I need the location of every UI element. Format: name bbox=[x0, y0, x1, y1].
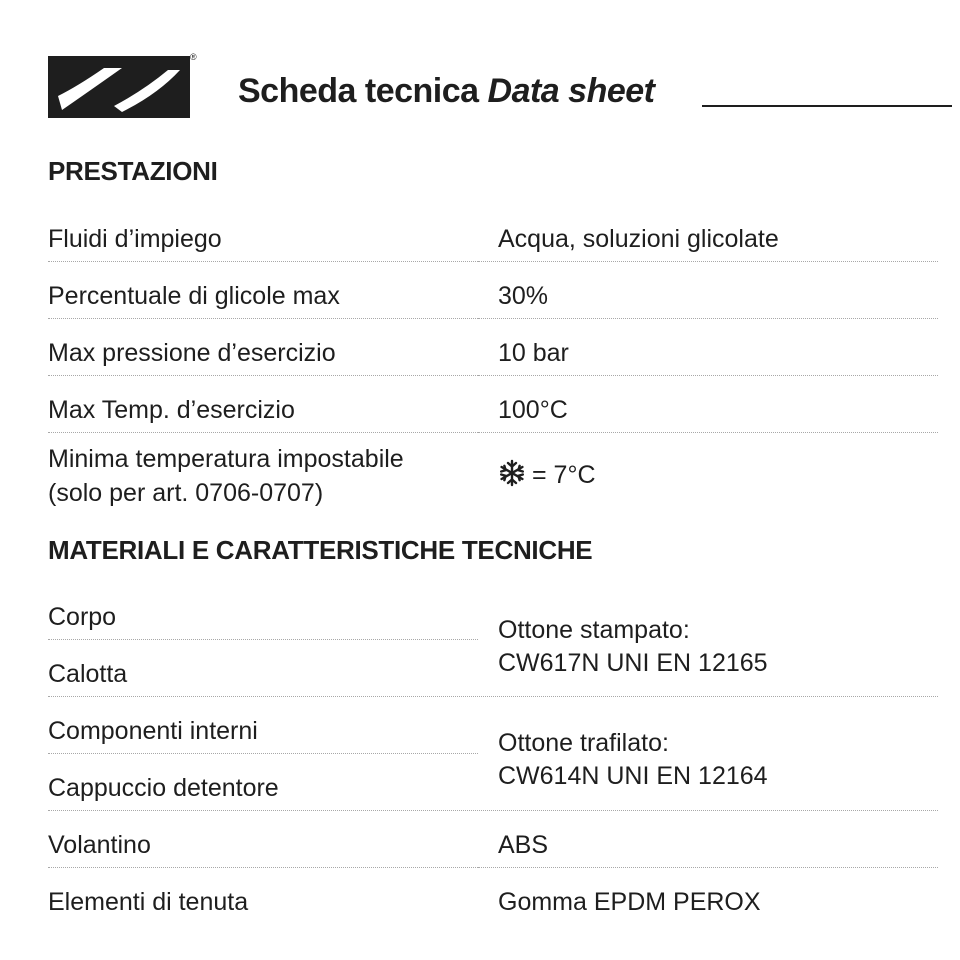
title-english: Data sheet bbox=[487, 72, 655, 110]
row-label: Minima temperatura impostabile bbox=[48, 445, 404, 473]
row-label: Cappuccio detentore bbox=[48, 774, 279, 802]
snowflake-icon bbox=[498, 459, 526, 487]
section-title-materiali: MATERIALI E CARATTERISTICHE TECNICHE bbox=[48, 535, 593, 565]
min-temp-value: = 7°C bbox=[532, 461, 596, 489]
row-label: Corpo bbox=[48, 603, 117, 631]
row-divider bbox=[478, 867, 938, 868]
row-divider bbox=[478, 375, 938, 376]
group-value-line: CW614N UNI EN 12164 bbox=[498, 762, 768, 790]
row-divider bbox=[48, 432, 478, 433]
row-value: ABS bbox=[498, 831, 549, 859]
row-value: 10 bar bbox=[498, 339, 569, 367]
registered-mark: ® bbox=[190, 52, 197, 62]
section-title-prestazioni: PRESTAZIONI bbox=[48, 156, 218, 186]
row-value: Gomma EPDM PEROX bbox=[498, 888, 761, 916]
group-value-line: CW617N UNI EN 12165 bbox=[498, 649, 768, 677]
row-label: Max Temp. d’esercizio bbox=[48, 396, 295, 424]
row-divider bbox=[478, 318, 938, 319]
group-value-line: Ottone stampato: bbox=[498, 616, 690, 644]
row-label: Elementi di tenuta bbox=[48, 888, 249, 916]
row-divider bbox=[48, 753, 478, 754]
row-divider bbox=[478, 261, 938, 262]
row-label: Percentuale di glicole max bbox=[48, 282, 340, 310]
row-divider bbox=[48, 867, 478, 868]
row-label: Volantino bbox=[48, 831, 151, 859]
group-value-line: Ottone trafilato: bbox=[498, 729, 669, 757]
title-italian: Scheda tecnica bbox=[238, 72, 479, 110]
row-divider bbox=[48, 639, 478, 640]
sr-logo bbox=[48, 56, 190, 118]
row-label: Max pressione d’esercizio bbox=[48, 339, 336, 367]
row-divider bbox=[478, 432, 938, 433]
row-divider bbox=[48, 696, 938, 697]
page-title bbox=[238, 72, 654, 111]
row-label: Componenti interni bbox=[48, 717, 258, 745]
row-value: Acqua, soluzioni glicolate bbox=[498, 225, 779, 253]
row-label-note: (solo per art. 0706-0707) bbox=[48, 479, 324, 507]
row-value bbox=[498, 458, 596, 492]
row-value: 100°C bbox=[498, 396, 568, 424]
row-value: 30% bbox=[498, 282, 549, 310]
title-rule bbox=[702, 105, 952, 107]
row-divider bbox=[48, 810, 938, 811]
row-divider bbox=[48, 318, 478, 319]
row-divider bbox=[48, 261, 478, 262]
row-divider bbox=[48, 375, 478, 376]
row-label: Fluidi d’impiego bbox=[48, 225, 222, 253]
row-label: Calotta bbox=[48, 660, 128, 688]
